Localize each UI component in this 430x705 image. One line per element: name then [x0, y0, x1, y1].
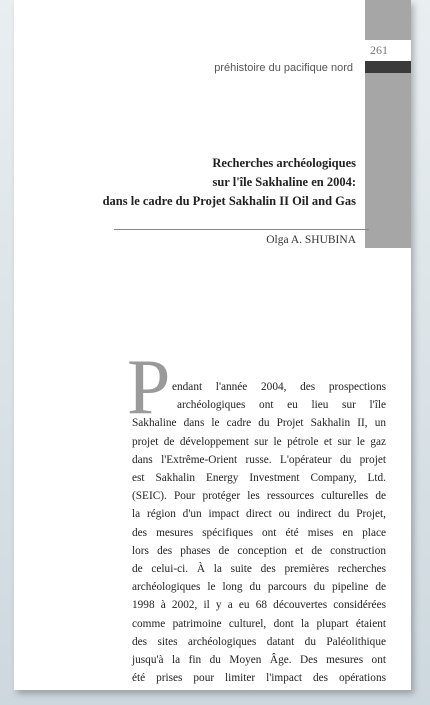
document-page — [14, 0, 411, 690]
title-line: sur l'île Sakhaline en 2004: — [212, 175, 356, 189]
body-line: des mesures spécifiques ont été mises en place — [132, 526, 386, 539]
article-title — [103, 154, 356, 211]
author-name: Olga A. SHUBINA — [266, 234, 356, 246]
side-band — [365, 0, 411, 248]
body-line: 1998 à 2002, il y a eu 68 découvertes considérées — [132, 599, 386, 612]
running-head: préhistoire du pacifique nord — [214, 62, 353, 74]
body-line: été prises pour limiter l'impact des opérations — [132, 672, 386, 685]
body-line: Sakhaline dans le cadre du Projet Sakhalin II, un — [132, 417, 386, 430]
body-line: endant l'année 2004, des prospections — [172, 381, 386, 393]
body-line: est Sakhalin Energy Investment Company, Ltd. — [132, 472, 386, 485]
body-line: lors des phases de conception et de construction — [132, 544, 386, 557]
body-line: projet de développement sur le pétrole et sur le gaz — [132, 435, 386, 448]
author-rule — [114, 229, 369, 230]
title-line: dans le cadre du Projet Sakhalin II Oil and Gas — [102, 194, 356, 208]
body-line: des sites archéologiques datant du Paléolithique — [132, 635, 386, 648]
header-rule — [365, 61, 411, 73]
body-line: (SEIC). Pour protéger les ressources culturelles de — [132, 490, 386, 503]
body-line: de celui-ci. À la suite des premières recherches — [132, 563, 386, 576]
title-line: Recherches archéologiques — [212, 156, 356, 170]
body-line: jusqu'à la fin du Moyen Âge. Des mesures ont — [132, 654, 386, 667]
drop-cap: P — [127, 343, 171, 430]
body-text — [132, 378, 386, 687]
body-line: comme patrimoine culturel, dont la plupart étaient — [132, 617, 386, 630]
body-line: archéologiques le long du parcours du pipeline de — [132, 581, 386, 594]
page-number: 261 — [370, 43, 388, 57]
body-line: archéologiques ont eu lieu sur l'île — [177, 399, 386, 412]
body-line: la région d'un impact direct ou indirect du Projet, — [132, 508, 386, 521]
side-band-text — [365, 0, 370, 172]
body-line: dans l'Extrême-Orient russe. L'opérateur du projet — [132, 453, 386, 466]
